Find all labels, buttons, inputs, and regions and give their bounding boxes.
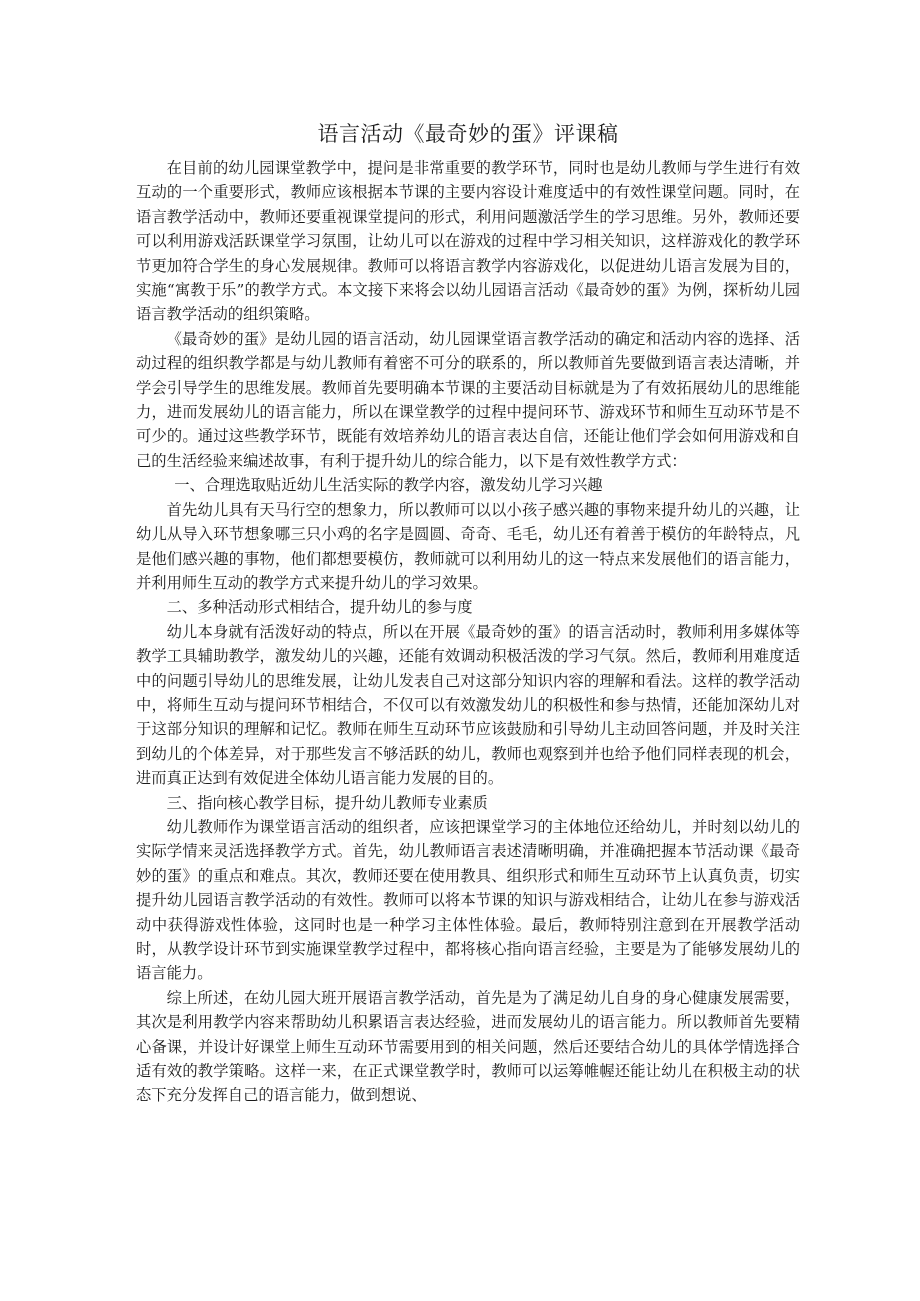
section-heading-3: 三、指向核心教学目标，提升幼儿教师专业素质 (166, 793, 488, 812)
paragraph-section-2: 幼儿本身就有活泼好动的特点，所以在开展《最奇妙的蛋》的语言活动时，教师利用多媒体等教学工具辅助教学，激发幼儿的兴趣，还能有效调动积极活泼的学习气氛。然后，教师利用难度适中的问题引导幼儿的思维发展，让幼儿发表自己对这部分知识内容的理解和看法。这样的教学活动中，将师生互动与提问环节相结合，不仅可以有效激发幼儿的积极性和参与热情，还能加深幼儿对于这部分知识的理解和记忆。教师在师生互动环节应该鼓励和引导幼儿主动回答问题，并及时关注到幼儿的个体差异，对于那些发言不够活跃的幼儿，教师也观察到并也给予他们同样表现的机会，进而真正达到有效促进全体幼儿语言能力发展的目的。 (136, 622, 800, 788)
section-heading-2: 二、多种活动形式相结合，提升幼儿的参与度 (166, 598, 473, 617)
document-page (136, 118, 800, 1108)
section-heading-1: 一、合理选取贴近幼儿生活实际的教学内容，激发幼儿学习兴趣 (174, 476, 603, 495)
document-title: 语言活动《最奇妙的蛋》评课稿 (317, 122, 619, 146)
paragraph-overview: 《最奇妙的蛋》是幼儿园的语言活动，幼儿园课堂语言教学活动的确定和活动内容的选择、活动过程的组织教学都是与幼儿教师有着密不可分的联系的，所以教师首先要做到语言表达清晰，并学会引导学生的思维发展。教师首先要明确本节课的主要活动目标就是为了有效拓展幼儿的思维能力，进而发展幼儿的语言能力，所以在课堂教学的过程中提问环节、游戏环节和师生互动环节是不可少的。通过这些教学环节，既能有效培养幼儿的语言表达自信，还能让他们学会如何用游戏和自己的生活经验来编述故事，有利于提升幼儿的综合能力，以下是有效性教学方式： (136, 329, 800, 470)
paragraph-conclusion: 综上所述，在幼儿园大班开展语言教学活动，首先是为了满足幼儿自身的身心健康发展需要，其次是利用教学内容来帮助幼儿积累语言表达经验，进而发展幼儿的语言能力。所以教师首先要精心备课，并设计好课堂上师生互动环节需要用到的相关问题，然后还要结合幼儿的具体学情选择合适有效的教学策略。这样一来，在正式课堂教学时，教师可以运筹帷幄还能让幼儿在积极主动的状态下充分发挥自己的语言能力，做到想说、 (136, 988, 800, 1105)
paragraph-intro: 在目前的幼儿园课堂教学中，提问是非常重要的教学环节，同时也是幼儿教师与学生进行有效互动的一个重要形式，教师应该根据本节课的主要内容设计难度适中的有效性课堂问题。同时，在语言教学活动中，教师还要重视课堂提问的形式，利用问题激活学生的学习思维。另外，教师还要可以利用游戏活跃课堂学习氛围，让幼儿可以在游戏的过程中学习相关知识，这样游戏化的教学环节更加符合学生的身心发展规律。教师可以将语言教学内容游戏化，以促进幼儿语言发展为目的，实施“寓教于乐”的教学方式。本文接下来将会以幼儿园语言活动《最奇妙的蛋》为例，探析幼儿园语言教学活动的组织策略。 (136, 159, 800, 324)
paragraph-section-3: 幼儿教师作为课堂语言活动的组织者，应该把课堂学习的主体地位还给幼儿，并时刻以幼儿的实际学情来灵活选择教学方式。首先，幼儿教师语言表述清晰明确，并准确把握本节活动课《最奇妙的蛋》的重点和难点。其次，教师还要在使用教具、组织形式和师生互动环节上认真负责，切实提升幼儿园语言教学活动的有效性。教师可以将本节课的知识与游戏相结合，让幼儿在参与游戏活动中获得游戏性体验，这同时也是一种学习主体性体验。最后，教师特别注意到在开展教学活动时，从教学设计环节到实施课堂教学过程中，都将核心指向语言经验，主要是为了能够发展幼儿的语言能力。 (136, 817, 800, 983)
paragraph-section-1: 首先幼儿具有天马行空的想象力，所以教师可以以小孩子感兴趣的事物来提升幼儿的兴趣，让幼儿从导入环节想象哪三只小鸡的名字是圆圆、奇奇、毛毛，幼儿还有着善于模仿的年龄特点，凡是他们感兴趣的事物，他们都想要模仿，教师就可以利用幼儿的这一特点来发展他们的语言能力，并利用师生互动的教学方式来提升幼儿的学习效果。 (136, 500, 800, 592)
